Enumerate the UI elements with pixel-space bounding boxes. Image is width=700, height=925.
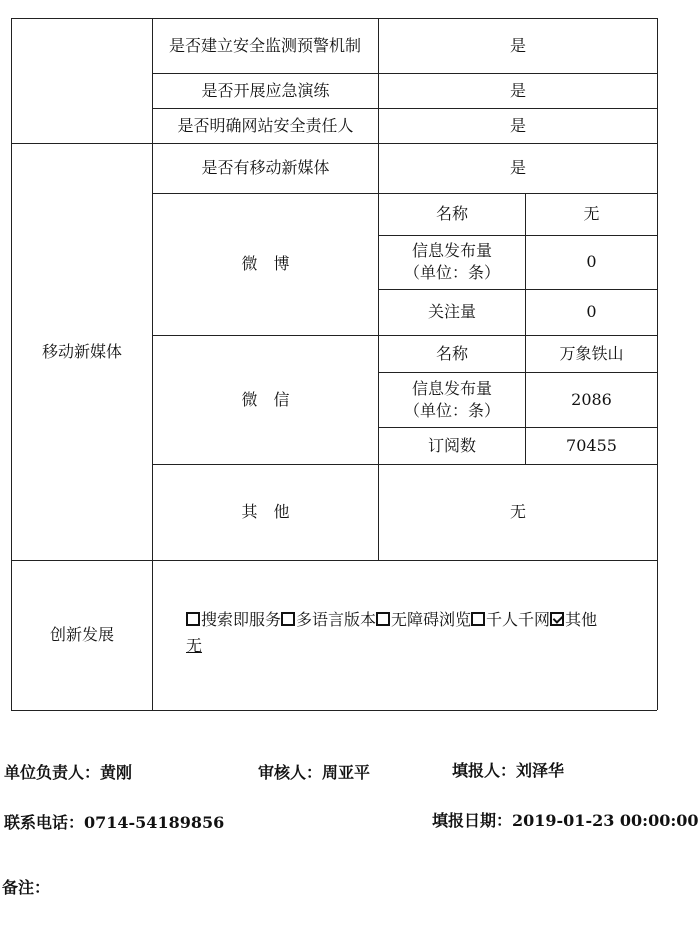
unit-head: 单位负责人：黄刚 [4,763,133,782]
responsible-value: 是 [509,115,526,135]
responsible-label: 是否明确网站安全责任人 [177,115,354,135]
drill-label: 是否开展应急演练 [201,80,330,100]
wechat-posts-label: 信息发布量（单位：条） [403,378,500,420]
wechat-label: 微 信 [241,389,290,409]
innovation-other-text: 无 [186,636,203,655]
weibo-label: 微 博 [241,254,290,273]
weibo-name-label: 名称 [435,204,468,223]
weibo-posts-label: 信息发布量（单位：条） [403,241,500,282]
option-personalized[interactable]: 千人千网 [471,610,550,629]
remarks: 备注： [2,878,51,897]
fill-date: 填报日期：2019-01-23 00:00:00 [432,811,699,830]
filler: 填报人：刘泽华 [452,761,565,780]
weibo-name-value: 无 [583,204,600,223]
wechat-posts-value: 2086 [571,389,612,409]
grid-line [152,560,153,710]
grid-line [657,18,658,710]
weibo-posts-value: 0 [586,252,597,271]
grid-line [11,710,657,711]
weibo-followers-value: 0 [586,302,597,321]
option-other[interactable]: 其他 [550,610,597,629]
reviewer: 审核人：周亚平 [258,763,371,782]
early-warning-label: 是否建立安全监测预警机制 [168,36,361,55]
checkbox-icon[interactable] [281,612,295,626]
wechat-subscribers-label: 订阅数 [427,435,476,455]
option-accessibility[interactable]: 无障碍浏览 [376,610,471,629]
mobile-media-section-label: 移动新媒体 [41,341,122,361]
wechat-name-value: 万象铁山 [559,343,624,363]
checkbox-icon[interactable] [471,612,485,626]
early-warning-value: 是 [509,35,526,55]
innovation-section-label: 创新发展 [49,625,114,644]
option-multilanguage[interactable]: 多语言版本 [281,610,376,629]
wechat-name-label: 名称 [435,343,468,363]
weibo-followers-label: 关注量 [427,302,476,321]
has-media-label: 是否有移动新媒体 [201,158,330,177]
contact-phone: 联系电话：0714-54189856 [4,813,225,832]
has-media-value: 是 [509,158,526,177]
checkbox-icon[interactable] [186,612,200,626]
other-media-value: 无 [509,502,526,521]
innovation-options [186,607,652,659]
wechat-subscribers-value: 70455 [566,435,617,455]
option-search-as-service[interactable]: 搜索即服务 [186,610,281,629]
drill-value: 是 [509,80,526,100]
checkbox-icon[interactable] [376,612,390,626]
checkbox-checked-icon[interactable] [550,612,564,626]
other-media-label: 其 他 [241,502,290,521]
